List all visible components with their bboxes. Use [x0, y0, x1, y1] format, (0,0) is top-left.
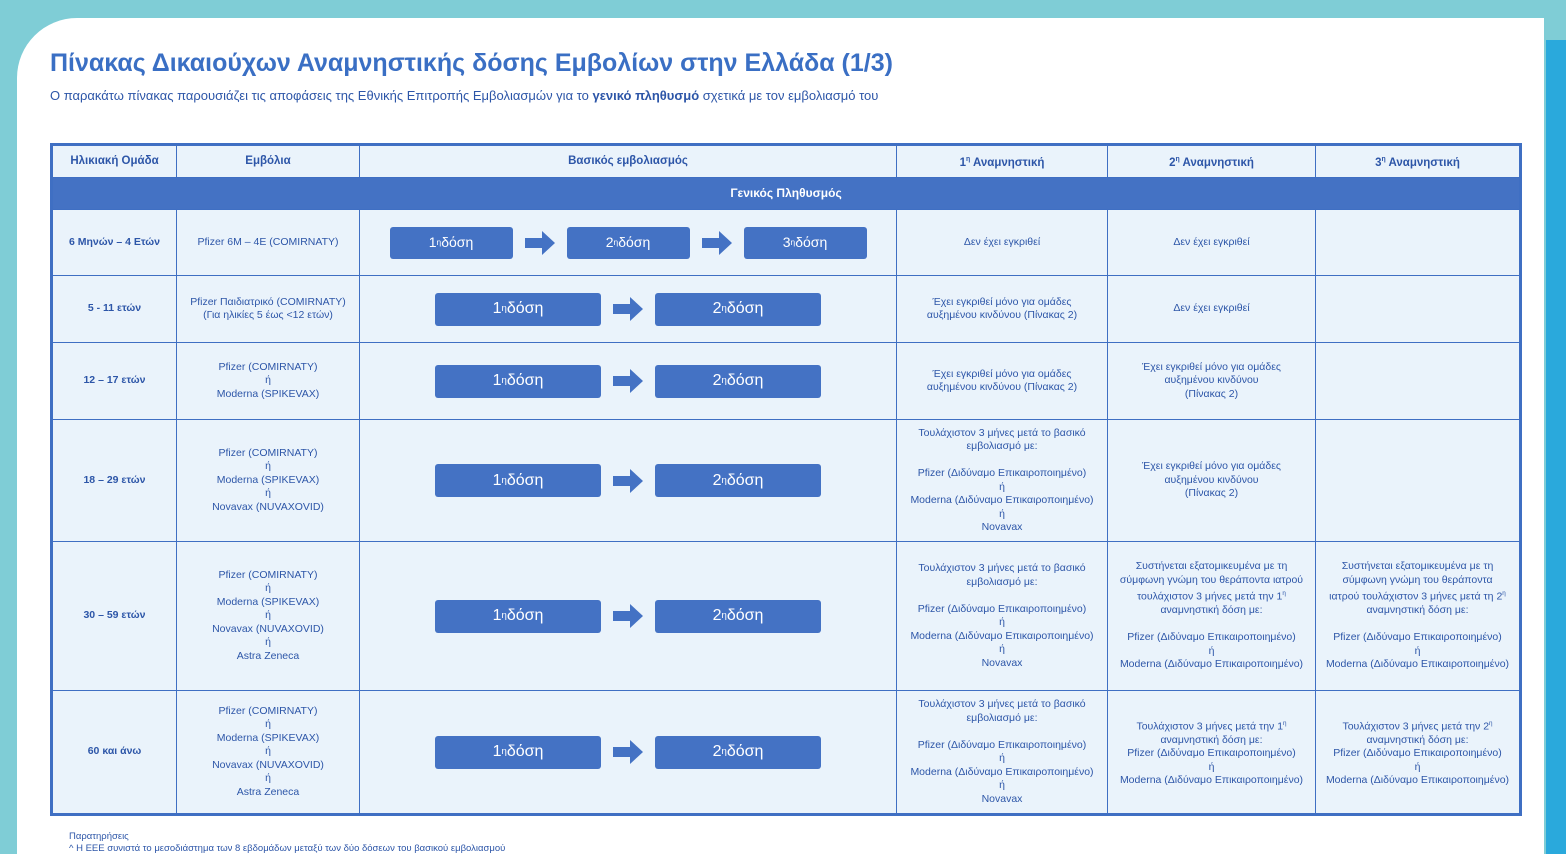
vaccines-cell-line: ή	[265, 636, 271, 649]
col-header-primary: Βασικός εμβολιασμός	[360, 145, 897, 178]
booster2-cell-line: Pfizer (Διδύναμο Επικαιροποιημένο)	[1127, 747, 1296, 759]
booster1-cell-line: Τουλάχιστον 3 μήνες μετά το βασικό	[918, 562, 1086, 574]
booster2-cell-line: Συστήνεται εξατομικευμένα με τη	[1135, 560, 1288, 573]
dose-box-2: 2 η δόση	[655, 736, 821, 769]
booster1-cell-line: αυξημένου κινδύνου (Πίνακας 2)	[926, 381, 1078, 393]
age-group-cell: 18 – 29 ετών	[52, 420, 177, 542]
booster1-cell	[897, 276, 1108, 343]
col-header-booster1: $1^\eta$ Αναμνηστική	[897, 145, 1108, 178]
booster1-cell-line: Novavax	[981, 792, 1023, 805]
booster1-cell-line: ή	[999, 779, 1005, 791]
booster1-cell-line: ή	[999, 616, 1005, 628]
vaccines-cell-line: ή	[265, 582, 271, 595]
notes	[69, 831, 505, 854]
booster3-cell	[1316, 420, 1521, 542]
dose-box-1: 1 η δόση	[435, 600, 601, 633]
subtitle-bold: γενικό πληθυσμό	[592, 88, 700, 103]
booster3-cell-line: Moderna (Διδύναμο Επικαιροποιημένο)	[1325, 658, 1510, 671]
booster2-cell-line: Pfizer (Διδύναμο Επικαιροποιημένο)	[1127, 631, 1296, 644]
primary-schedule-cell	[360, 691, 897, 815]
booster1-cell	[897, 542, 1108, 691]
booster2-cell	[1108, 542, 1316, 691]
vaccines-cell	[177, 276, 360, 343]
page-subtitle	[50, 88, 878, 103]
booster3-cell-line: ή	[1414, 644, 1421, 657]
vaccines-cell-line: ή	[265, 745, 271, 758]
booster3-cell	[1316, 210, 1521, 276]
booster3-cell	[1316, 691, 1521, 815]
vaccines-cell-line: Novavax (NUVAXOVID)	[212, 622, 324, 635]
vaccines-cell	[177, 343, 360, 420]
notes-heading: Παρατηρήσεις	[69, 831, 129, 842]
booster1-cell-line: Τουλάχιστον 3 μήνες μετά το βασικό	[918, 426, 1086, 439]
booster1-cell-line	[900, 725, 1104, 739]
booster1-cell-line: Έχει εγκριθεί μόνο για ομάδες	[932, 295, 1072, 308]
vaccines-cell-line: ή	[265, 718, 271, 731]
vaccines-cell-line: (Για ηλικίες 5 έως <12 ετών)	[203, 309, 333, 321]
booster1-cell-line	[900, 454, 1104, 468]
dose-box-2: 2 η δόση	[655, 600, 821, 633]
vaccines-cell-line: Pfizer (COMIRNATY)	[218, 704, 318, 717]
dose-box-2: 2 η δόση	[567, 227, 690, 259]
booster1-cell-line: Pfizer (Διδύναμο Επικαιροποιημένο)	[917, 738, 1087, 751]
arrow-icon	[613, 368, 643, 394]
booster1-cell	[897, 210, 1108, 276]
booster1-cell-line: Moderna (Διδύναμο Επικαιροποιημένο)	[910, 765, 1094, 778]
primary-schedule-cell	[360, 542, 897, 691]
booster3-cell-line: ή	[1414, 760, 1421, 773]
booster2-cell	[1108, 691, 1316, 815]
age-group-cell: 30 – 59 ετών	[52, 542, 177, 691]
arrow-icon	[702, 230, 732, 256]
booster1-cell-line: Novavax	[981, 656, 1023, 669]
booster1-cell-line: εμβολιασμό με:	[966, 711, 1038, 724]
booster2-cell-line	[1111, 618, 1312, 632]
booster1-cell-line: Novavax	[981, 521, 1023, 533]
vaccines-cell-line: ή	[265, 374, 271, 387]
booster1-cell-line: Pfizer (Διδύναμο Επικαιροποιημένο)	[917, 467, 1087, 479]
booster1-cell-line: ή	[999, 507, 1005, 520]
booster2-cell	[1108, 276, 1316, 343]
table-row	[52, 276, 1521, 343]
age-group-cell: 60 και άνω	[52, 691, 177, 815]
notes-line: ^ Η ΕΕΕ συνιστά το μεσοδιάστημα των 8 εβδομάδων μεταξύ των δύο δόσεων του βασικού εμβολιασμού	[69, 843, 506, 854]
booster1-cell-line: ή	[999, 752, 1005, 764]
booster3-cell-line: Pfizer (Διδύναμο Επικαιροποιημένο)	[1333, 631, 1502, 644]
booster2-cell-line: Έχει εγκριθεί μόνο για ομάδες	[1142, 460, 1281, 473]
booster1-cell-line	[900, 589, 1104, 603]
col-header-booster3: $3^\eta$ Αναμνηστική	[1316, 145, 1521, 178]
booster2-cell	[1108, 210, 1316, 276]
age-group-cell: 12 – 17 ετών	[52, 343, 177, 420]
dose-box-1: 1 η δόση	[435, 736, 601, 769]
vaccines-cell-line: ή	[265, 487, 271, 500]
booster2-cell-line: (Πίνακας 2)	[1184, 487, 1239, 500]
subtitle-pre: Ο παρακάτω πίνακας παρουσιάζει τις αποφάσεις της Εθνικής Επιτροπής Εμβολιασμών για το	[50, 88, 593, 103]
vaccines-cell-line: Moderna (SPIKEVAX)	[216, 731, 320, 744]
dose-sequence	[363, 227, 893, 259]
dose-box-2: 2 η δόση	[655, 464, 821, 497]
booster3-cell-line	[1319, 618, 1516, 632]
dose-box-2: 2 η δόση	[655, 365, 821, 398]
booster2-cell-line: Δεν έχει εγκριθεί	[1173, 235, 1250, 248]
booster1-cell-line: ή	[999, 643, 1005, 655]
vaccines-cell-line: Pfizer (COMIRNATY)	[218, 360, 318, 373]
booster2-cell-line: αυξημένου κινδύνου	[1164, 374, 1259, 387]
booster3-cell-line: σύμφωνη γνώμη του θεράποντα	[1342, 573, 1493, 586]
dose-box-2: 2 η δόση	[655, 293, 821, 326]
arrow-icon	[613, 296, 643, 322]
table-row	[52, 420, 1521, 542]
section-row	[52, 178, 1521, 210]
vaccines-cell	[177, 420, 360, 542]
vaccines-cell-line: Pfizer (COMIRNATY)	[218, 446, 318, 459]
vaccines-cell-line: ή	[265, 460, 271, 473]
booster2-cell-line: Έχει εγκριθεί μόνο για ομάδες	[1142, 360, 1281, 373]
vaccines-cell-line: ή	[265, 772, 271, 785]
booster3-cell-line: ιατρού τουλάχιστον 3 μήνες μετά τη $2^\eta$	[1329, 590, 1506, 603]
vaccines-cell	[177, 691, 360, 815]
dose-sequence	[363, 365, 893, 398]
arrow-icon	[613, 739, 643, 765]
primary-schedule-cell	[360, 210, 897, 276]
booster3-cell	[1316, 276, 1521, 343]
booster1-cell-line: αυξημένου κινδύνου (Πίνακας 2)	[926, 309, 1078, 321]
header-row	[52, 145, 1521, 178]
dose-sequence	[363, 736, 893, 769]
booster2-cell-line: αναμνηστική δόση με:	[1160, 604, 1263, 617]
booster2-cell-line: τουλάχιστον 3 μήνες μετά την $1^\eta$	[1137, 590, 1286, 603]
dose-box-1: 1 η δόση	[435, 464, 601, 497]
dose-box-1: 1 η δόση	[435, 293, 601, 326]
primary-schedule-cell	[360, 420, 897, 542]
booster3-cell-line: Pfizer (Διδύναμο Επικαιροποιημένο)	[1333, 747, 1502, 759]
booster1-cell-line: Moderna (Διδύναμο Επικαιροποιημένο)	[910, 629, 1094, 642]
col-header-age: Ηλικιακή Ομάδα	[52, 145, 177, 178]
booster2-cell-line: Moderna (Διδύναμο Επικαιροποιημένο)	[1119, 658, 1304, 671]
booster1-cell-line: Pfizer (Διδύναμο Επικαιροποιημένο)	[917, 602, 1087, 615]
booster3-cell-line: αναμνηστική δόση με:	[1366, 733, 1469, 746]
booster3-cell	[1316, 542, 1521, 691]
dose-box-1: 1 η δόση	[390, 227, 513, 259]
booster2-cell-line: ή	[1208, 644, 1215, 657]
booster2-cell-line: ή	[1208, 760, 1215, 773]
booster3-cell	[1316, 343, 1521, 420]
booster2-cell-line: Τουλάχιστον 3 μήνες μετά την $1^\eta$	[1136, 719, 1287, 732]
booster2-cell	[1108, 343, 1316, 420]
vaccines-cell-line: Pfizer 6M – 4E (COMIRNATY)	[197, 235, 339, 248]
primary-schedule-cell	[360, 276, 897, 343]
booster1-cell-line: Δεν έχει εγκριθεί	[963, 235, 1041, 248]
arrow-icon	[525, 230, 555, 256]
booster2-cell	[1108, 420, 1316, 542]
vaccines-cell-line: Moderna (SPIKEVAX)	[216, 595, 320, 608]
age-group-cell: 5 - 11 ετών	[52, 276, 177, 343]
booster1-cell-line: Έχει εγκριθεί μόνο για ομάδες	[932, 367, 1072, 380]
section-label: Γενικός Πληθυσμός	[52, 178, 1521, 210]
booster2-cell-line: αναμνηστική δόση με:	[1160, 733, 1263, 746]
vaccines-cell-line: Astra Zeneca	[236, 785, 300, 798]
right-accent-bar	[1546, 40, 1566, 854]
booster2-cell-line: αυξημένου κινδύνου	[1164, 473, 1259, 486]
booster2-cell-line: σύμφωνη γνώμη του θεράποντα ιατρού	[1119, 573, 1304, 586]
col-header-booster2: $2^\eta$ Αναμνηστική	[1108, 145, 1316, 178]
table-row	[52, 343, 1521, 420]
eligibility-table	[50, 143, 1522, 816]
vaccines-cell-line: Novavax (NUVAXOVID)	[212, 500, 324, 513]
vaccines-cell-line: Moderna (SPIKEVAX)	[216, 473, 320, 486]
vaccines-cell-line: ή	[265, 609, 271, 622]
table-row	[52, 542, 1521, 691]
age-group-cell: 6 Μηνών – 4 Ετών	[52, 210, 177, 276]
dose-box-1: 1 η δόση	[435, 365, 601, 398]
vaccines-cell-line: Novavax (NUVAXOVID)	[212, 758, 324, 771]
booster1-cell-line: εμβολιασμό με:	[966, 440, 1038, 452]
arrow-icon	[613, 603, 643, 629]
booster1-cell	[897, 343, 1108, 420]
vaccines-cell-line: Moderna (SPIKEVAX)	[216, 387, 320, 400]
booster2-cell-line: (Πίνακας 2)	[1184, 387, 1239, 400]
vaccines-cell-line: Pfizer (COMIRNATY)	[218, 568, 318, 581]
booster1-cell-line: Moderna (Διδύναμο Επικαιροποιημένο)	[910, 494, 1094, 506]
booster2-cell-line: Moderna (Διδύναμο Επικαιροποιημένο)	[1119, 774, 1304, 786]
booster2-cell-line: Δεν έχει εγκριθεί	[1173, 302, 1250, 315]
vaccines-cell	[177, 542, 360, 691]
booster3-cell-line: Moderna (Διδύναμο Επικαιροποιημένο)	[1325, 774, 1510, 786]
col-header-vaccines: Εμβόλια	[177, 145, 360, 178]
booster1-cell	[897, 691, 1108, 815]
booster1-cell-line: Τουλάχιστον 3 μήνες μετά το βασικό	[918, 698, 1086, 710]
page-title: Πίνακας Δικαιούχων Αναμνηστικής δόσης Εμβολίων στην Ελλάδα (1/3)	[50, 49, 893, 77]
vaccines-cell	[177, 210, 360, 276]
booster3-cell-line: αναμνηστική δόση με:	[1366, 604, 1469, 617]
booster3-cell-line: Συστήνεται εξατομικευμένα με τη	[1341, 560, 1494, 573]
booster1-cell-line: εμβολιασμό με:	[966, 575, 1038, 588]
content-card	[17, 18, 1544, 854]
booster1-cell-line: ή	[999, 480, 1005, 493]
booster3-cell-line: Τουλάχιστον 3 μήνες μετά την $2^\eta$	[1342, 719, 1493, 732]
dose-box-3: 3 η δόση	[744, 227, 867, 259]
table-row	[52, 691, 1521, 815]
table-row	[52, 210, 1521, 276]
subtitle-post: σχετικά με τον εμβολιασμό του	[699, 88, 879, 103]
vaccines-cell-line: Astra Zeneca	[236, 649, 300, 662]
dose-sequence	[363, 600, 893, 633]
dose-sequence	[363, 464, 893, 497]
primary-schedule-cell	[360, 343, 897, 420]
vaccines-cell-line: Pfizer Παιδιατρικό (COMIRNATY)	[190, 295, 346, 308]
booster1-cell	[897, 420, 1108, 542]
dose-sequence	[363, 293, 893, 326]
arrow-icon	[613, 468, 643, 494]
